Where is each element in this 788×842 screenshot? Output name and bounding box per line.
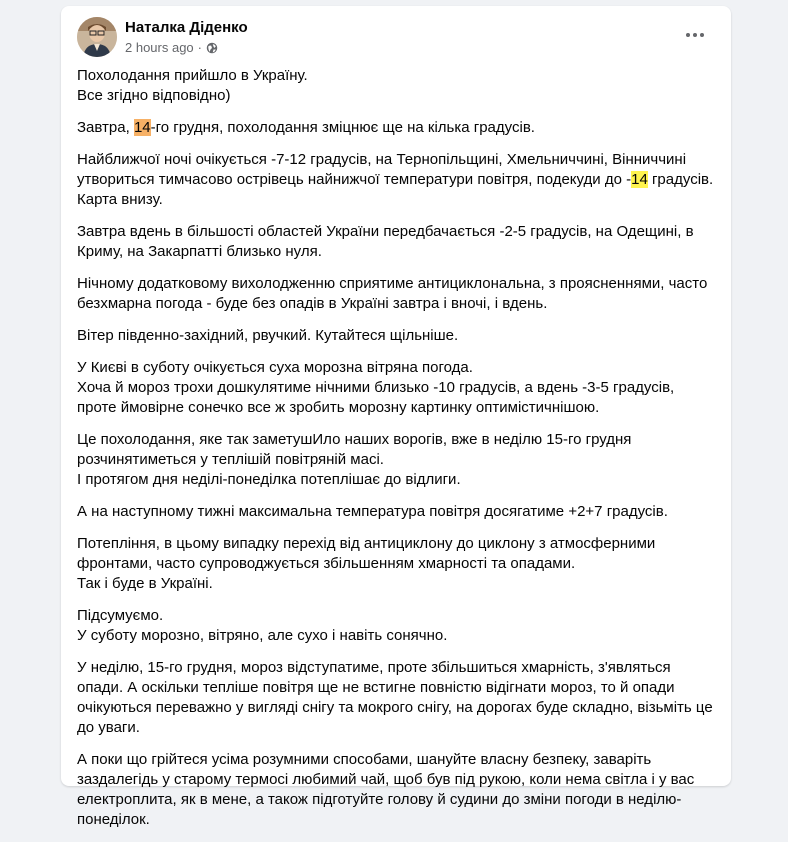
- paragraph: А поки що грійтеся усіма розумними способами, шануйте власну безпеку, заваріть заздалегідь у старому термосі любимий чай, щоб був під рукою, коли нема світла і у вас електроплита, як в мене, а також підготуйте голову й судини до зміни погоди в неділю-понеділок.: [77, 751, 695, 828]
- paragraph: Найближчої ночі очікується -7-12 градусів, на Тернопільщині, Хмельниччині, Вінниччині утвориться тимчасово острівець найнижчої температури повітря, подекуди до -14 градусів. Карта внизу.: [77, 151, 714, 208]
- paragraph: Нічному додатковому вихолодженню сприятиме антициклональна, з проясненнями, часто безхмарна погода - буде без опадів в Україні завтра і вночі, і вдень.: [77, 275, 708, 312]
- paragraph: Підсумуємо. У суботу морозно, вітряно, але сухо і навіть сонячно.: [77, 607, 448, 644]
- highlight-temp: 14: [631, 171, 648, 188]
- post-time[interactable]: 2 hours ago: [125, 40, 194, 55]
- paragraph: Вітер південно-західний, рвучкий. Кутайтеся щільніше.: [77, 327, 459, 344]
- post-header: [77, 17, 715, 59]
- post-card: [61, 6, 731, 828]
- post-body: [77, 66, 717, 842]
- meta-separator: ·: [197, 40, 203, 55]
- avatar-image: [77, 17, 117, 57]
- author-name[interactable]: Наталка Діденко: [125, 19, 248, 36]
- paragraph: Це похолодання, яке так заметушИло наших ворогів, вже в неділю 15-го грудня розчинятиметься у теплішій повітряній масі. І протягом дня неділі-понеділка потеплішає до відлиги.: [77, 431, 632, 488]
- globe-icon[interactable]: [206, 42, 218, 54]
- highlight-date: 14: [133, 119, 151, 136]
- paragraph: Похолодання прийшло в Україну. Все згідно відповідно): [77, 67, 308, 104]
- more-options-icon[interactable]: [681, 25, 709, 45]
- paragraph: У неділю, 15-го грудня, мороз відступатиме, проте збільшиться хмарність, з'являться опади. А оскільки тепліше повітря ще не встигне повністю відігнати мороз, то й опади очікуються переважно у вигляді снігу та мокрого снігу, на дорогах буде складно, візьміть це до уваги.: [77, 659, 713, 736]
- paragraph: Завтра вдень в більшості областей України передбачається -2-5 градусів, на Одещині, в Криму, на Закарпатті близько нуля.: [77, 223, 694, 260]
- paragraph: А на наступному тижні максимальна температура повітря досягатиме +2+7 градусів.: [77, 503, 668, 520]
- paragraph: Завтра, 14-го грудня, похолодання зміцнює ще на кілька градусів.: [77, 119, 535, 136]
- post-meta: [125, 40, 218, 55]
- paragraph: У Києві в суботу очікується суха морозна вітряна погода. Хоча й мороз трохи дошкулятиме нічними близько -10 градусів, а вдень -3-5 градусів, проте ймовірне сонечко все ж зробить морозну картинку оптимістичнішою.: [77, 359, 675, 416]
- paragraph: Потепління, в цьому випадку перехід від антициклону до циклону з атмосферними фронтами, часто супроводжується збільшенням хмарності та опадами. Так і буде в Україні.: [77, 535, 656, 592]
- author-avatar[interactable]: [77, 17, 117, 57]
